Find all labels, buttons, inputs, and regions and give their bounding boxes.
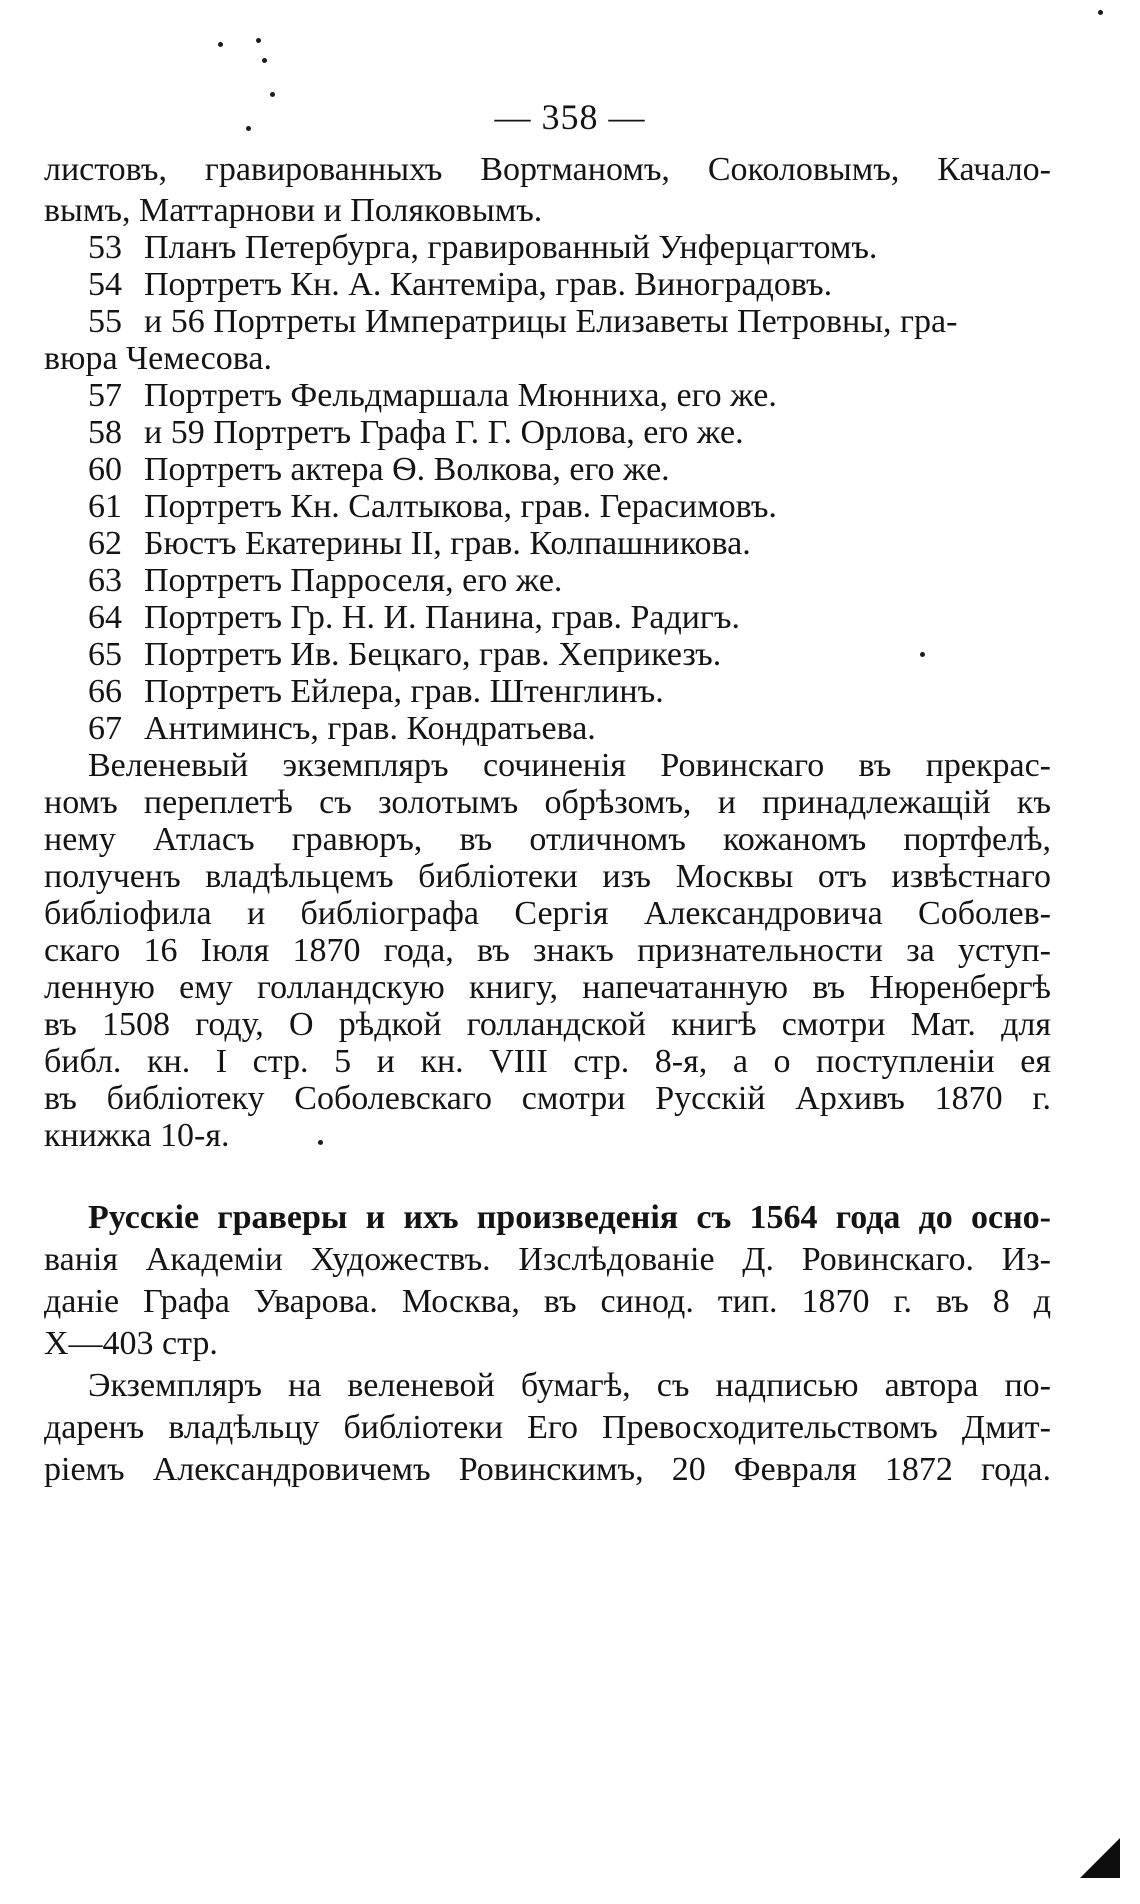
catalog-entry [88, 561, 562, 601]
paragraph-line: Экземпляръ на веленевой бумагѣ, съ надписью автора по- [88, 1367, 1051, 1404]
scan-speck [270, 92, 275, 97]
catalog-entry [88, 487, 777, 527]
catalog-entry [88, 228, 877, 268]
paragraph-line: полученъ владѣльцемъ библіотеки изъ Москвы отъ извѣстнаго [44, 858, 1051, 895]
entry-text: Портретъ Гр. Н. И. Панина, грав. Радигъ. [144, 599, 740, 636]
catalog-entry [88, 413, 744, 453]
catalog-entry [88, 302, 957, 342]
bibliography-line: ванія Академіи Художествъ. Изслѣдованіе Д. Ровинскаго. Из- [44, 1241, 1051, 1278]
scan-corner-mark [1080, 1838, 1120, 1878]
paragraph-line: ленную ему голландскую книгу, напечатанную въ Нюренбергѣ [44, 969, 1051, 1006]
scan-speck [246, 126, 251, 131]
entry-number: 62 [88, 525, 122, 562]
bibliography-line: X—403 стр. [44, 1325, 218, 1362]
catalog-entry [88, 709, 596, 749]
bibliography-heading: Русскіе граверы и ихъ произведенія съ 1564 года до осно- [88, 1199, 1051, 1236]
scan-speck [256, 38, 261, 43]
catalog-entry [88, 265, 832, 305]
entry-text: Бюстъ Екатерины II, грав. Колпашникова. [144, 525, 751, 562]
entry-text: и 59 Портретъ Графа Г. Г. Орлова, его же. [144, 414, 744, 451]
entry-text: Портретъ Ив. Бецкаго, грав. Хеприкезъ. [144, 636, 722, 673]
paragraph-line: нему Атласъ гравюръ, въ отличномъ кожаномъ портфелѣ, [44, 821, 1051, 858]
entry-text: Портретъ Кн. Салтыкова, грав. Герасимовъ. [144, 488, 777, 525]
scan-speck [920, 652, 925, 657]
entry-text: и 56 Портреты Императрицы Елизаветы Петровны, гра- [144, 303, 958, 340]
scan-speck [262, 58, 267, 63]
entry-text: Портретъ Ейлера, грав. Штенглинъ. [144, 673, 664, 710]
catalog-entry-continuation [44, 339, 272, 379]
bibliography-line: даніе Графа Уварова. Москва, въ синод. тип. 1870 г. въ 8 д [44, 1283, 1051, 1320]
paragraph-line: номъ переплетѣ съ золотымъ обрѣзомъ, и принадлежащій къ [44, 784, 1051, 821]
entry-number: 53 [88, 229, 122, 266]
catalog-entry [88, 672, 664, 712]
page-number: — 358 — [494, 97, 646, 137]
entry-number: 63 [88, 562, 122, 599]
entry-number: 67 [88, 710, 122, 747]
paragraph-line: въ библіотеку Соболевскаго смотри Русскій Архивъ 1870 г. [44, 1080, 1051, 1117]
catalog-entry [88, 450, 670, 490]
entry-text: Портретъ Фельдмаршала Мюнниха, его же. [144, 377, 777, 414]
catalog-entry [88, 598, 740, 638]
entry-number: 66 [88, 673, 122, 710]
paragraph-line: книжка 10-я. [44, 1117, 230, 1154]
entry-text: Портретъ Парроселя, его же. [144, 562, 563, 599]
paragraph-line: библіофила и библіографа Сергія Александровича Соболев- [44, 895, 1051, 932]
text-line: вымъ, Маттарнови и Поляковымъ. [44, 192, 543, 229]
entry-text: вюра Чемесова. [44, 340, 272, 377]
paragraph-line: Веленевый экземпляръ сочиненія Ровинскаго въ прекрас- [88, 747, 1051, 784]
entry-text: Планъ Петербурга, гравированный Унферцагтомъ. [144, 229, 878, 266]
scan-speck [1098, 10, 1103, 15]
scan-speck [318, 1140, 323, 1145]
entry-number: 58 [88, 414, 122, 451]
entry-number: 57 [88, 377, 122, 414]
entry-text: Портретъ Кн. А. Кантеміра, грав. Виноградовъ. [144, 266, 833, 303]
entry-number: 61 [88, 488, 122, 525]
entry-number: 55 [88, 303, 122, 340]
entry-text: Антиминсъ, грав. Кондратьева. [144, 710, 596, 747]
paragraph-line: скаго 16 Іюля 1870 года, въ знакъ признательности за уступ- [44, 932, 1051, 969]
paragraph-line: даренъ владѣльцу библіотеки Его Превосходительствомъ Дмит- [44, 1409, 1051, 1446]
paragraph-line: библ. кн. I стр. 5 и кн. VIII стр. 8-я, а о поступленіи ея [44, 1043, 1051, 1080]
entry-text: Портретъ актера Ѳ. Волкова, его же. [144, 451, 670, 488]
catalog-entry [88, 524, 751, 564]
paragraph-line: ріемъ Александровичемъ Ровинскимъ, 20 Февраля 1872 года. [44, 1451, 1051, 1488]
entry-number: 64 [88, 599, 122, 636]
scan-speck [218, 42, 223, 47]
entry-number: 65 [88, 636, 122, 673]
entry-number: 54 [88, 266, 122, 303]
paragraph-line: въ 1508 году, О рѣдкой голландской книгѣ смотри Мат. для [44, 1006, 1051, 1043]
text-line: листовъ, гравированныхъ Вортманомъ, Соколовымъ, Качало- [44, 151, 1051, 188]
entry-number: 60 [88, 451, 122, 488]
catalog-entry [88, 635, 721, 675]
catalog-entry [88, 376, 777, 416]
